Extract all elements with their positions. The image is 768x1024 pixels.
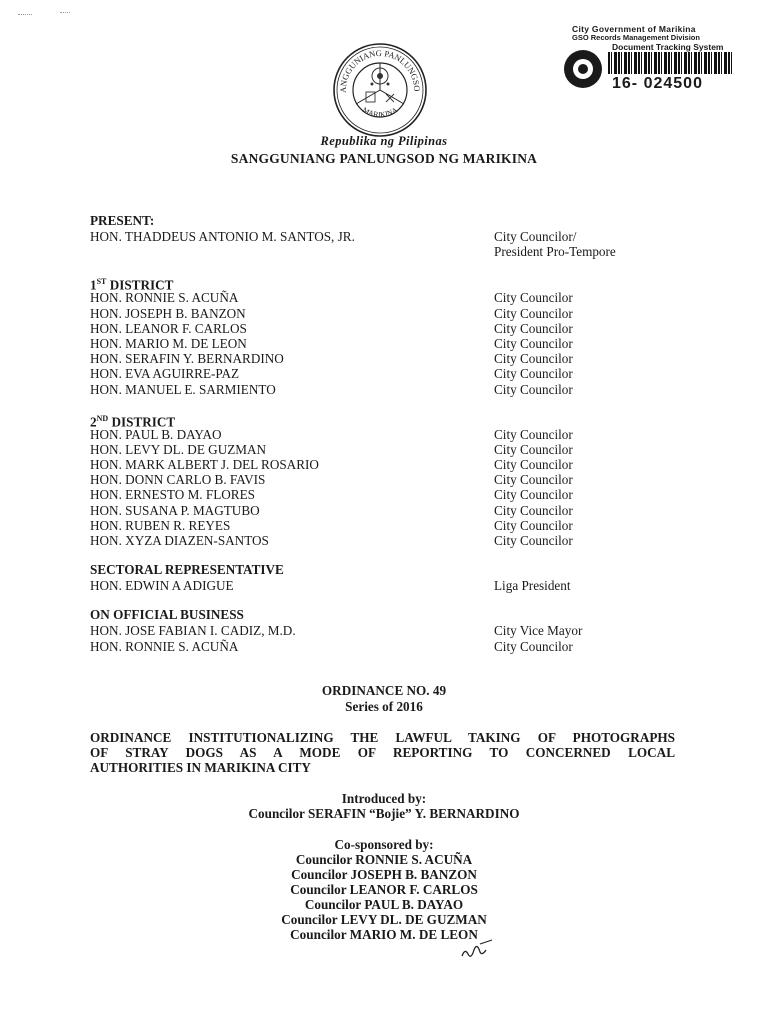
- republic-heading: Republika ng Pilipinas: [320, 134, 448, 148]
- stamp-line-2: GSO Records Management Division: [572, 33, 700, 42]
- district1-heading-sup: ST: [96, 277, 107, 287]
- ordinance-title: [90, 730, 675, 776]
- city-seal: [332, 42, 428, 138]
- district2-list: [90, 427, 730, 549]
- list-item: [90, 472, 730, 487]
- list-item: [90, 487, 730, 502]
- attendance-roster: [90, 213, 730, 654]
- member-role: City Councilor: [494, 305, 573, 321]
- list-item: [90, 578, 730, 593]
- member-name: HON. PAUL B. DAYAO: [90, 426, 222, 442]
- district1-heading-text: DISTRICT: [106, 277, 174, 293]
- sectoral-heading: SECTORAL REPRESENTATIVE: [90, 562, 284, 578]
- list-item: [90, 306, 730, 321]
- list-item: [90, 623, 730, 638]
- member-name: HON. EDWIN A ADIGUE: [90, 578, 234, 594]
- cosponsored-label: Co-sponsored by:: [334, 837, 434, 852]
- scan-mark: [18, 14, 32, 17]
- member-role: City Councilor: [494, 335, 573, 351]
- cosponsor-item: Councilor MARIO M. DE LEON: [290, 927, 478, 942]
- ordinance-title-line: AUTHORITIES IN MARIKINA CITY: [90, 760, 311, 776]
- member-name: HON. JOSE FABIAN I. CADIZ, M.D.: [90, 623, 296, 639]
- list-item: [90, 366, 730, 381]
- member-name: HON. JOSEPH B. BANZON: [90, 305, 246, 321]
- member-role: City Councilor: [494, 351, 573, 367]
- ordinance-number: ORDINANCE NO. 49: [321, 683, 447, 698]
- member-role: City Councilor: [494, 487, 573, 503]
- stamp-line-3: Document Tracking System: [612, 42, 724, 52]
- list-item: [90, 229, 730, 244]
- tracking-number: 16- 024500: [612, 75, 703, 92]
- member-name: HON. RUBEN R. REYES: [90, 517, 231, 533]
- member-name: HON. DONN CARLO B. FAVIS: [90, 472, 266, 488]
- cosponsor-item: Councilor LEVY DL. DE GUZMAN: [281, 912, 487, 927]
- member-name: HON. RONNIE S. ACUÑA: [90, 638, 239, 654]
- district1-heading: [90, 274, 730, 293]
- member-role: City Councilor: [494, 638, 573, 654]
- member-role: City Councilor: [494, 472, 573, 488]
- member-role: City Councilor/: [494, 229, 577, 244]
- member-role: City Councilor: [494, 457, 573, 473]
- seal-text-top: ANGGUNIANG PANLUNGSO: [337, 47, 423, 93]
- member-role: City Councilor: [494, 290, 573, 306]
- member-role: City Councilor: [494, 533, 573, 548]
- seal-text-bottom: MARIKINA: [360, 105, 400, 120]
- seal-emblem-icon: [332, 42, 428, 138]
- district2-heading-number: 2: [90, 414, 97, 430]
- svg-text:SANGGUNIANG PANLUNGSOD: [332, 42, 422, 93]
- member-name: HON. MANUEL E. SARMIENTO: [90, 381, 276, 397]
- ordinance-title-line: OF STRAY DOGS AS A MODE OF REPORTING TO CONCERNED LOCAL: [90, 745, 675, 761]
- district2-heading-text: DISTRICT: [108, 414, 176, 430]
- member-role: Liga President: [494, 578, 571, 594]
- member-role: President Pro-Tempore: [494, 244, 616, 260]
- list-item: [90, 442, 730, 457]
- introduced-by: Councilor SERAFIN “Bojie” Y. BERNARDINO: [248, 806, 520, 821]
- official-business-heading: ON OFFICIAL BUSINESS: [90, 607, 244, 623]
- list-item: [90, 503, 730, 518]
- list-item: [90, 457, 730, 472]
- ordinance-title-line: ORDINANCE INSTITUTIONALIZING THE LAWFUL TAKING OF PHOTOGRAPHS: [90, 730, 675, 745]
- member-role: City Councilor: [494, 381, 573, 397]
- cosponsor-item: Councilor JOSEPH B. BANZON: [291, 867, 477, 882]
- district1-list: [90, 290, 730, 396]
- barcode-icon: [608, 52, 734, 74]
- list-item: [90, 533, 730, 548]
- present-heading: PRESENT:: [90, 213, 155, 228]
- member-name: HON. ERNESTO M. FLORES: [90, 487, 255, 503]
- member-name: HON. MARK ALBERT J. DEL ROSARIO: [90, 457, 319, 473]
- member-role: City Councilor: [494, 517, 573, 533]
- list-item: [90, 351, 730, 366]
- council-heading: SANGGUNIANG PANLUNGSOD NG MARIKINA: [230, 151, 538, 166]
- scan-mark: [60, 12, 70, 15]
- member-role: City Councilor: [494, 320, 573, 336]
- district2-heading: [90, 411, 730, 430]
- member-name: HON. LEANOR F. CARLOS: [90, 320, 247, 336]
- stamp-line-1: City Government of Marikina: [572, 24, 696, 34]
- list-item: [90, 336, 730, 351]
- list-item: [90, 321, 730, 336]
- member-name: HON. EVA AGUIRRE-PAZ: [90, 366, 240, 382]
- list-item: [90, 244, 730, 259]
- member-role: City Vice Mayor: [494, 623, 583, 639]
- member-name: HON. THADDEUS ANTONIO M. SANTOS, JR.: [90, 229, 355, 244]
- district1-heading-number: 1: [90, 277, 97, 293]
- document-tracking-stamp: [560, 22, 740, 102]
- member-name: HON. MARIO M. DE LEON: [90, 335, 247, 351]
- list-item: [90, 518, 730, 533]
- list-item: [90, 639, 730, 654]
- member-name: HON. XYZA DIAZEN-SANTOS: [90, 533, 269, 548]
- stamp-logo-icon: [564, 50, 602, 88]
- member-name: HON. SERAFIN Y. BERNARDINO: [90, 351, 284, 367]
- cosponsor-item: Councilor RONNIE S. ACUÑA: [295, 852, 473, 867]
- initials-signature-icon: [458, 938, 498, 962]
- ordinance-series: Series of 2016: [345, 699, 423, 714]
- member-name: HON. LEVY DL. DE GUZMAN: [90, 441, 267, 457]
- member-name: HON. RONNIE S. ACUÑA: [90, 290, 239, 306]
- introduced-label: Introduced by:: [341, 791, 427, 806]
- list-item: [90, 382, 730, 397]
- member-role: City Councilor: [494, 366, 573, 382]
- cosponsor-item: Councilor LEANOR F. CARLOS: [290, 882, 478, 897]
- district2-heading-sup: ND: [96, 413, 109, 423]
- member-role: City Councilor: [494, 426, 573, 442]
- svg-text:MARIKINA: [361, 105, 400, 119]
- list-item: [90, 427, 730, 442]
- member-role: City Councilor: [494, 502, 573, 518]
- list-item: [90, 290, 730, 305]
- member-role: City Councilor: [494, 441, 573, 457]
- member-name: HON. SUSANA P. MAGTUBO: [90, 502, 260, 518]
- cosponsor-item: Councilor PAUL B. DAYAO: [304, 897, 464, 912]
